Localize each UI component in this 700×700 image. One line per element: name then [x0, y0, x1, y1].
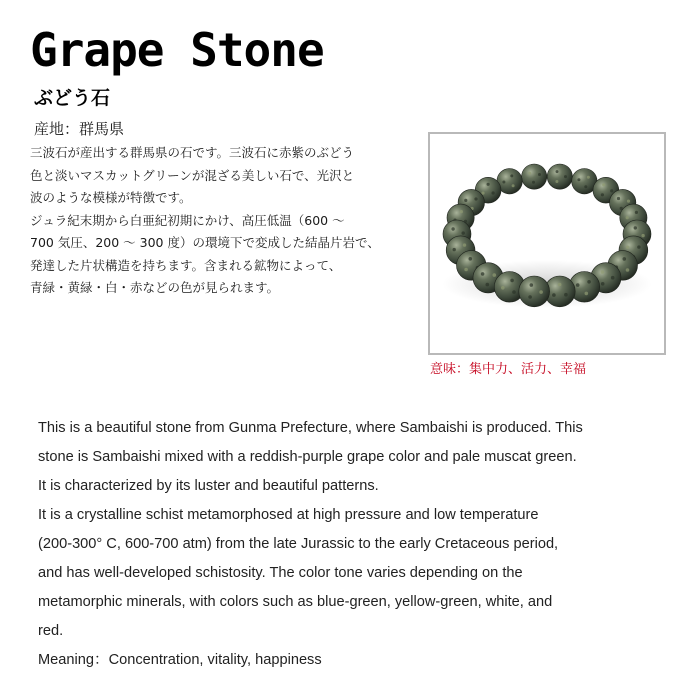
bead-speckle	[539, 290, 543, 294]
bead-speckle	[453, 248, 456, 251]
bead	[547, 164, 572, 189]
bead-speckle	[538, 173, 541, 176]
en-description-line: stone is Sambaishi mixed with a reddish-purple grape color and pale muscat green.	[38, 449, 577, 465]
bead-speckle	[584, 185, 587, 188]
bead-speckle	[626, 216, 629, 219]
jp-description-line: 発達した片状構造を持ちます。含まれる鉱物によって、	[30, 257, 342, 273]
bead-speckle	[601, 193, 604, 196]
bead-speckle	[502, 181, 505, 184]
bracelet-illustration	[430, 134, 664, 353]
bead-speckle	[558, 283, 562, 287]
en-description-line: red.	[38, 623, 64, 639]
bead-speckle	[610, 189, 613, 192]
bead-speckle	[528, 172, 531, 175]
en-description-line: metamorphic minerals, with colors such as blue-green, yellow-green, white, and	[38, 594, 553, 610]
jp-description-line: 青緑・黄緑・白・赤などの色が見られます。	[30, 280, 280, 295]
bead-speckle	[474, 197, 477, 200]
bead-speckle	[564, 175, 567, 178]
bead-speckle	[587, 280, 591, 284]
bead-speckle	[510, 174, 513, 177]
bead-speckle	[635, 211, 638, 214]
bead-speckle	[585, 292, 589, 296]
bead-speckle	[510, 279, 514, 283]
product-title: Grape Stone	[30, 23, 324, 77]
bead-speckle	[528, 295, 532, 299]
bead-speckle	[576, 283, 580, 287]
bead-speckle	[464, 199, 467, 202]
bead-speckle	[556, 170, 559, 173]
bead-speckle	[587, 176, 590, 179]
bead-speckle	[501, 286, 505, 290]
bead-speckle	[601, 270, 605, 274]
bead-speckle	[552, 293, 556, 297]
bead-speckle	[641, 234, 644, 237]
product-subtitle-jp: ぶどう石	[34, 87, 111, 109]
bead-speckle	[469, 257, 473, 261]
bead-speckle	[577, 178, 580, 181]
bead-speckle	[623, 257, 627, 261]
bead-speckle	[512, 290, 516, 294]
bead-speckle	[464, 268, 468, 272]
bead-speckle	[493, 273, 497, 277]
en-description-line: It is a crystalline schist metamorphosed at high pressure and low temperature	[38, 507, 539, 523]
bead-speckle	[512, 184, 515, 187]
en-description-line: It is characterized by its luster and beautiful patterns.	[38, 478, 379, 494]
bead-speckle	[626, 246, 629, 249]
bead	[522, 164, 547, 189]
bead-speckle	[601, 282, 605, 286]
jp-description-line: ジュラ紀末期から白亜紀初期にかけ、高圧低温（600 ～	[30, 212, 345, 228]
en-description-line: (200-300° C, 600-700 atm) from the late Jurassic to the early Cretaceous period,	[38, 536, 559, 552]
en-meaning-line: Meaning：Concentration, vitality, happiness	[38, 652, 322, 668]
bead-speckle	[451, 227, 454, 230]
bead-speckle	[530, 283, 534, 287]
japanese-description	[30, 142, 420, 300]
jp-description-line: 色と淡いマスカットグリーンが混ざる美しい石で、光沢と	[30, 167, 355, 183]
jp-description-line: 700 気圧、200 ～ 300 度）の環境下で変成した結晶片岩で、	[30, 235, 380, 250]
bead-speckle	[626, 268, 630, 272]
bracelet-photo	[428, 132, 666, 355]
jp-description-line: 波のような模様が特徴です。	[30, 190, 192, 205]
bead-speckle	[617, 197, 620, 200]
bead-speckle	[634, 226, 637, 229]
bead-speckle	[486, 283, 490, 287]
bead	[519, 276, 550, 307]
bead-speckle	[532, 181, 535, 184]
bead-speckle	[602, 183, 605, 186]
bead-speckle	[460, 210, 463, 213]
en-description-line: This is a beautiful stone from Gunma Prefecture, where Sambaishi is produced. This	[38, 420, 583, 436]
origin-label: 産地：群馬県	[34, 120, 125, 138]
bead-speckle	[481, 272, 485, 276]
bead-speckle	[463, 243, 466, 246]
bead-speckle	[462, 231, 465, 234]
bead-speckle	[487, 183, 490, 186]
jp-description-line: 三波石が産出する群馬県の石です。三波石に赤紫のぶどう	[30, 145, 355, 160]
bead-speckle	[492, 191, 495, 194]
meaning-jp: 意味：集中力、活力、幸福	[430, 362, 587, 377]
bead-speckle	[627, 200, 630, 203]
bead-speckle	[564, 293, 568, 297]
bead-speckle	[637, 245, 640, 248]
english-description	[38, 414, 668, 675]
bead-speckle	[611, 276, 615, 280]
en-description-line: and has well-developed schistosity. The color tone varies depending on the	[38, 565, 523, 581]
bead-speckle	[555, 180, 558, 183]
